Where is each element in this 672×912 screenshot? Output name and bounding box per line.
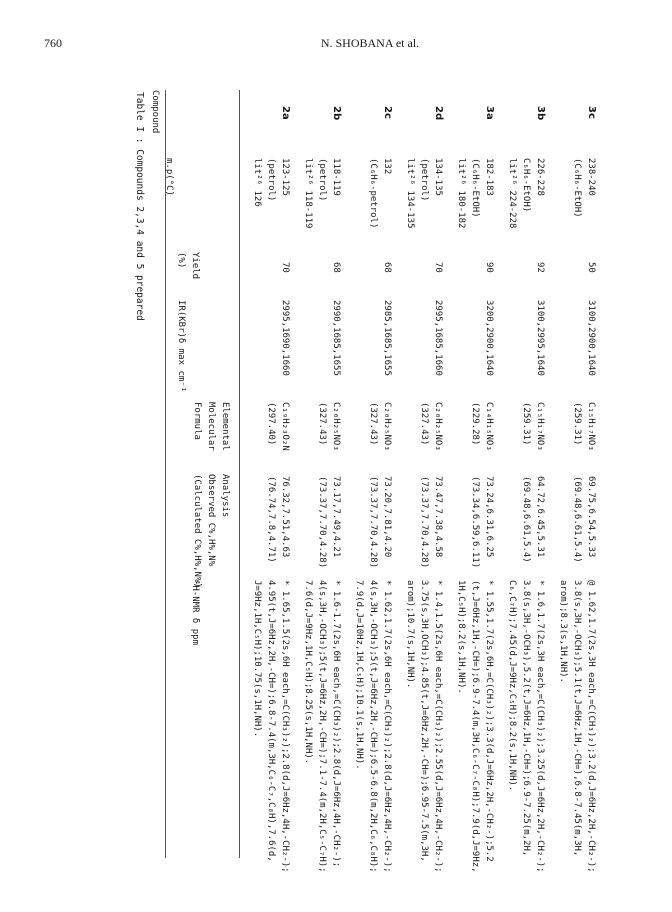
cell-compound: 2d (433, 106, 444, 121)
cell-nmr: @ 1.62,1.7(2s,3H each,=C(CH₃)₂);3.2(d,J=6Hz,2H,-CH₂-); 3.8(s,3H,-OCH₃);5.1(t,J=6Hz,1H,-CH=),6.8-7.45(m,3H, arom);8.3(s,1H,NH). (558, 580, 596, 873)
cell-formula: C₂₀H₂₅NO₃ (327.43) (419, 402, 443, 451)
cell-compound: 3b (535, 106, 546, 121)
cell-mp: 182-183 (C₆H₆-EtOH) lit²⁶ 180-182 (456, 158, 494, 229)
cell-mp: 118-119 (petrol) lit²⁶ 118-119 (303, 158, 341, 229)
cell-formula: C₁₄H₁₅NO₃ (229.28) (470, 402, 494, 451)
cell-ir: 3200,2900,1640 (484, 300, 494, 376)
cell-yield: 50 (586, 262, 596, 273)
cell-ir: 3100,2995,1640 (535, 300, 545, 376)
cell-nmr: * 1.62,1.7(2s,6H each,=C(CH₃)₂);2.8(d,J=6Hz,4H,-CH₂-); 4(s,3H,-OCH₃);5(t,J=6Hz,2H,-CH=);6.5-6.8(m,2H,C₆,C₈H); 7.9(d,J=10Hz,1H,C₅H);10.1(s,1H,NH). (354, 580, 392, 873)
cell-ir: 2995,1685,1660 (433, 300, 443, 376)
cell-nmr: * 1.55,1.7(2s,6H,=C(CH₃)₂);3.3(d,J=6Hz,2H,-CH₂-);5.2 (t,J=6Hz,1H,-CH=);6.9-7.4(m,3H,C₆-C₇-C₈H);7.9(d,J=9Hz, 1H,C₅H);8.2(s,1H,NH). (456, 580, 494, 873)
cell-nmr: * 1.6-1.7(2s,6H each,=C(CH₃)₂);2.8(d,J=6Hz,4H,-CH₂-); 4(s,3H,-OCH₃);5(t,J=6Hz,2H,-CH=);7.1-7.4(m,2H,C₅-C₇H); 7.6(d,J=9Hz,1H,C₅H);8.25(s,1H,NH). (303, 580, 341, 873)
cell-formula: C₁₅H₁₇NO₃ (259.31) (572, 402, 596, 451)
col-header-compound: Compound (150, 90, 160, 134)
col-header-formula: Elemental Molecular Formula (192, 402, 230, 451)
header-rule (165, 90, 166, 858)
cell-formula: C₁₅H₁₇NO₃ (259.31) (521, 402, 545, 451)
cell-analysis: 73.24,6.31,6.25 (73.34,6.59,6.11) (470, 476, 494, 569)
col-header-ir: IR(KBr)δ max cm⁻¹ (176, 300, 186, 393)
running-header-author: N. SHOBANA et al. (320, 36, 420, 50)
page-number: 760 (44, 36, 62, 50)
cell-formula: C₂₀H₂₅NO₃ (327.43) (317, 402, 341, 451)
cell-compound: 3a (484, 106, 495, 120)
cell-yield: 68 (331, 262, 341, 273)
cell-analysis: 69.75,6.54,5.33 (69.48,6.61,5.4) (572, 476, 596, 563)
col-header-nmr: ¹H-NMR δ ppm (190, 580, 200, 646)
cell-yield: 70 (433, 262, 443, 273)
table-caption: Table I : Compounds 2,3,4 and 5 prepared (134, 92, 145, 321)
cell-yield: 70 (280, 262, 290, 273)
rotated-table (124, 84, 672, 873)
header-rule-lower (239, 90, 240, 858)
cell-analysis: 76.32,7.51,4.63 (76.74,7.8,4.71) (266, 476, 290, 563)
cell-formula: C₂₀H₂₅NO₃ (327.43) (368, 402, 392, 451)
cell-ir: 3100,2900,1640 (586, 300, 596, 376)
cell-yield: 92 (535, 262, 545, 273)
cell-nmr: * 1.65,1.5(2s,6H each,=C(CH₃)₂);2.8(d,J=6Hz,4H,-CH₂-); 4.95(t,J=6Hz,2H,-CH=);6.8-7.4(m,3H,C₆-C₇,C₈H),7.6(d, J=9Hz,1H,C₅H);10.75(s,1H,NH). (252, 580, 290, 873)
cell-analysis: 64.72,6.45,5.31 (69.48,6.61,5.4) (521, 476, 545, 563)
cell-compound: 2c (382, 106, 393, 119)
cell-nmr: * 1.4,1.5(2s,6H each,=C(CH₃)₂);2.55(d,J=6Hz,4H,-CH₂-); 3.75(s,3H,OCH₃);4.85(t,J=6Hz,2H,-CH=);6.95-7.5(m,3H, arom);10.7(s,1H,NH). (405, 580, 443, 873)
cell-ir: 2995,1690,1660 (280, 300, 290, 376)
cell-compound: 2a (280, 106, 291, 120)
cell-analysis: 73.20,7.81,4.20 (73.37,7.70,4.28) (368, 476, 392, 569)
cell-yield: 68 (382, 262, 392, 273)
col-header-mp: m.p(°C) (164, 158, 174, 196)
cell-compound: 2b (331, 106, 342, 121)
col-header-yield: Yield (%) (176, 252, 200, 280)
col-header-analysis: Analysis Observed C%,H%,N% (Calculated C%,H%,N%) (192, 474, 230, 588)
cell-mp: 134-135 (petrol) lit²⁶ 134-135 (405, 158, 443, 229)
cell-analysis: 73.17,7.49,4.21 (73.37,7.70,4.28) (317, 476, 341, 569)
cell-ir: 2990,1685,1655 (331, 300, 341, 376)
cell-yield: 90 (484, 262, 494, 273)
cell-ir: 2985,1685,1655 (382, 300, 392, 376)
cell-mp: 238-240 (C₆H₆-EtOH) (572, 158, 596, 218)
cell-mp: 123-125 (petrol) lit²⁶ 126 (252, 158, 290, 207)
cell-compound: 3c (586, 106, 597, 119)
cell-analysis: 73.47,7.38,4.58 (73.37,7.70,4.28) (419, 476, 443, 569)
cell-nmr: * 1.6,1.7(2s,3H each,=C(CH₃)₂);3.25(d,J=6Hz,2H,-CH₂-); 3.8(s,3H,-OCH₃),5.2(t,J=6Hz,1H,-CH=);6.9-7.25(m,2H, C₆,C₇H);7.45(d,J=9Hz,C₅H);8.2(s,1H,NH). (507, 580, 545, 873)
cell-mp: 226-228 C₆H₆-EtOH) lit²⁶ 224-228 (507, 158, 545, 229)
cell-formula: C₁₉H₂₃O₂N (297.40) (266, 402, 290, 451)
cell-mp: 132 (C₆H₆-petrol) (368, 158, 392, 229)
